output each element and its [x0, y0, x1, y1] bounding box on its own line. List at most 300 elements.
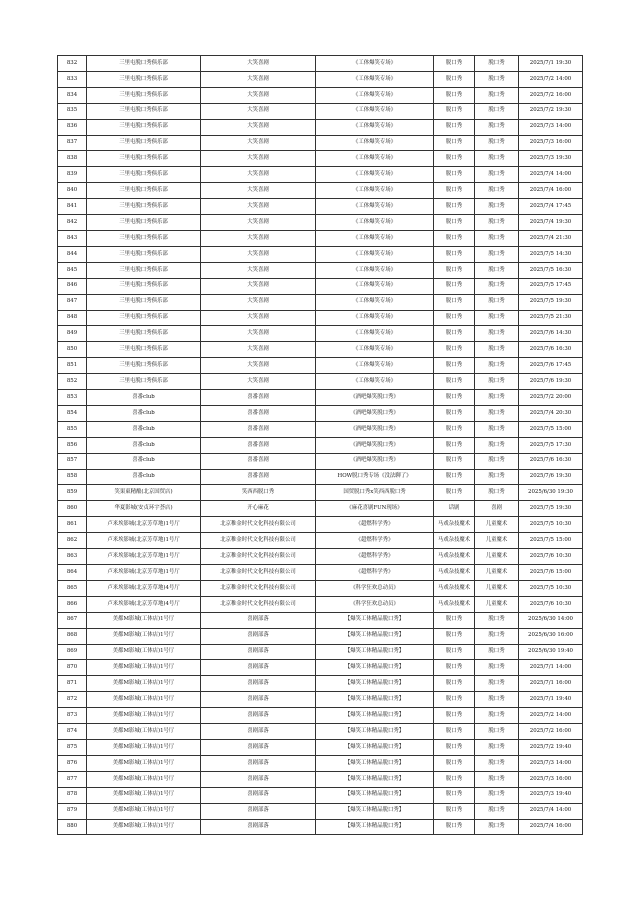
- row-number-cell: 868: [58, 628, 87, 644]
- show-category-cell: 脱口秀: [475, 71, 519, 87]
- show-time-cell: 2025/7/4 21:30: [519, 230, 583, 246]
- show-title-cell: 《工体爆笑专场》: [316, 310, 434, 326]
- show-type-cell: 脱口秀: [434, 262, 475, 278]
- table-row: [58, 628, 583, 644]
- show-type-cell: 马戏杂技魔术: [434, 580, 475, 596]
- show-time-cell: 2025/7/2 16:00: [519, 724, 583, 740]
- organizer-cell: 喜番喜剧: [201, 437, 316, 453]
- organizer-cell: 喜番喜剧: [201, 453, 316, 469]
- show-title-cell: 【爆笑工体精品脱口秀】: [316, 692, 434, 708]
- show-category-cell: 脱口秀: [475, 310, 519, 326]
- show-time-cell: 2025/7/1 19:40: [519, 692, 583, 708]
- table-row: [58, 310, 583, 326]
- table-row: [58, 612, 583, 628]
- show-time-cell: 2025/7/3 19:40: [519, 787, 583, 803]
- table-row: [58, 151, 583, 167]
- organizer-cell: 大笑喜剧: [201, 262, 316, 278]
- row-number-cell: 871: [58, 676, 87, 692]
- show-type-cell: 脱口秀: [434, 405, 475, 421]
- show-title-cell: 《工体爆笑专场》: [316, 87, 434, 103]
- venue-cell: 笑果東精酿(北京国贸店): [87, 485, 201, 501]
- table-body: [58, 56, 583, 835]
- row-number-cell: 865: [58, 580, 87, 596]
- show-time-cell: 2025/7/6 17:45: [519, 358, 583, 374]
- show-type-cell: 脱口秀: [434, 119, 475, 135]
- row-number-cell: 855: [58, 421, 87, 437]
- show-type-cell: 脱口秀: [434, 628, 475, 644]
- venue-cell: 三里屯脱口秀俱乐部: [87, 87, 201, 103]
- show-time-cell: 2025/7/5 19:30: [519, 501, 583, 517]
- show-time-cell: 2025/7/6 14:30: [519, 326, 583, 342]
- table-row: [58, 708, 583, 724]
- show-title-cell: 《工体爆笑专场》: [316, 119, 434, 135]
- show-title-cell: 《工体爆笑专场》: [316, 103, 434, 119]
- show-title-cell: 《科学狂欢总动员》: [316, 596, 434, 612]
- show-type-cell: 脱口秀: [434, 199, 475, 215]
- show-category-cell: 脱口秀: [475, 803, 519, 819]
- venue-cell: 三里屯脱口秀俱乐部: [87, 183, 201, 199]
- show-category-cell: 喜剧: [475, 501, 519, 517]
- row-number-cell: 834: [58, 87, 87, 103]
- show-time-cell: 2025/7/4 16:00: [519, 183, 583, 199]
- row-number-cell: 873: [58, 708, 87, 724]
- show-time-cell: 2025/7/2 19:30: [519, 103, 583, 119]
- row-number-cell: 869: [58, 644, 87, 660]
- venue-cell: 美都M影城(工体店)1号厅: [87, 819, 201, 835]
- show-title-cell: 【爆笑工体精品脱口秀】: [316, 819, 434, 835]
- table-row: [58, 549, 583, 565]
- show-title-cell: 《工体爆笑专场》: [316, 135, 434, 151]
- row-number-cell: 856: [58, 437, 87, 453]
- show-time-cell: 2025/7/4 14:00: [519, 167, 583, 183]
- show-time-cell: 2025/7/6 19:30: [519, 374, 583, 390]
- show-category-cell: 脱口秀: [475, 374, 519, 390]
- venue-cell: 美都M影城(工体店)1号厅: [87, 803, 201, 819]
- table-row: [58, 278, 583, 294]
- show-time-cell: 2025/7/1 14:00: [519, 660, 583, 676]
- show-type-cell: 脱口秀: [434, 342, 475, 358]
- show-category-cell: 脱口秀: [475, 453, 519, 469]
- show-title-cell: 《酒吧爆笑脱口秀》: [316, 390, 434, 406]
- show-title-cell: 《工体爆笑专场》: [316, 183, 434, 199]
- show-category-cell: 脱口秀: [475, 421, 519, 437]
- show-category-cell: 脱口秀: [475, 151, 519, 167]
- show-title-cell: 【爆笑工体精品脱口秀】: [316, 676, 434, 692]
- organizer-cell: 喜剧部落: [201, 819, 316, 835]
- show-category-cell: 脱口秀: [475, 437, 519, 453]
- show-category-cell: 脱口秀: [475, 724, 519, 740]
- organizer-cell: 喜剧部落: [201, 771, 316, 787]
- show-category-cell: 脱口秀: [475, 390, 519, 406]
- table-row: [58, 135, 583, 151]
- show-category-cell: 脱口秀: [475, 56, 519, 72]
- table-row: [58, 405, 583, 421]
- table-row: [58, 71, 583, 87]
- show-time-cell: 2025/7/6 10:30: [519, 596, 583, 612]
- organizer-cell: 大笑喜剧: [201, 135, 316, 151]
- show-title-cell: 【爆笑工体精品脱口秀】: [316, 739, 434, 755]
- table-row: [58, 787, 583, 803]
- venue-cell: 三里屯脱口秀俱乐部: [87, 262, 201, 278]
- show-title-cell: 《酒吧爆笑脱口秀》: [316, 421, 434, 437]
- show-type-cell: 脱口秀: [434, 469, 475, 485]
- table-row: [58, 676, 583, 692]
- show-category-cell: 脱口秀: [475, 246, 519, 262]
- show-title-cell: 【爆笑工体精品脱口秀】: [316, 660, 434, 676]
- table-row: [58, 580, 583, 596]
- table-row: [58, 819, 583, 835]
- row-number-cell: 838: [58, 151, 87, 167]
- venue-cell: 三里屯脱口秀俱乐部: [87, 119, 201, 135]
- row-number-cell: 843: [58, 230, 87, 246]
- show-time-cell: 2025/7/5 17:30: [519, 437, 583, 453]
- show-category-cell: 儿童魔术: [475, 549, 519, 565]
- organizer-cell: 喜剧部落: [201, 739, 316, 755]
- organizer-cell: 喜剧部落: [201, 755, 316, 771]
- show-type-cell: 脱口秀: [434, 771, 475, 787]
- show-time-cell: 2025/7/2 19:40: [519, 739, 583, 755]
- show-time-cell: 2025/7/2 20:00: [519, 390, 583, 406]
- show-title-cell: 《工体爆笑专场》: [316, 246, 434, 262]
- show-category-cell: 脱口秀: [475, 167, 519, 183]
- row-number-cell: 867: [58, 612, 87, 628]
- show-type-cell: 脱口秀: [434, 230, 475, 246]
- table-row: [58, 596, 583, 612]
- organizer-cell: 大笑喜剧: [201, 374, 316, 390]
- show-type-cell: 脱口秀: [434, 803, 475, 819]
- organizer-cell: 北京稚金时代文化科技有限公司: [201, 533, 316, 549]
- table-row: [58, 342, 583, 358]
- show-category-cell: 脱口秀: [475, 230, 519, 246]
- show-time-cell: 2025/7/4 14:00: [519, 803, 583, 819]
- organizer-cell: 喜剧部落: [201, 692, 316, 708]
- row-number-cell: 837: [58, 135, 87, 151]
- venue-cell: 三里屯脱口秀俱乐部: [87, 310, 201, 326]
- show-category-cell: 脱口秀: [475, 787, 519, 803]
- show-category-cell: 脱口秀: [475, 676, 519, 692]
- row-number-cell: 852: [58, 374, 87, 390]
- show-title-cell: 【爆笑工体精品脱口秀】: [316, 787, 434, 803]
- show-type-cell: 马戏杂技魔术: [434, 533, 475, 549]
- show-type-cell: 脱口秀: [434, 71, 475, 87]
- table-row: [58, 262, 583, 278]
- show-category-cell: 脱口秀: [475, 87, 519, 103]
- show-time-cell: 2025/7/5 10:30: [519, 580, 583, 596]
- venue-cell: 三里屯脱口秀俱乐部: [87, 135, 201, 151]
- show-type-cell: 脱口秀: [434, 151, 475, 167]
- row-number-cell: 879: [58, 803, 87, 819]
- organizer-cell: 北京稚金时代文化科技有限公司: [201, 517, 316, 533]
- table-row: [58, 390, 583, 406]
- row-number-cell: 841: [58, 199, 87, 215]
- organizer-cell: 大笑喜剧: [201, 215, 316, 231]
- show-type-cell: 脱口秀: [434, 390, 475, 406]
- row-number-cell: 866: [58, 596, 87, 612]
- organizer-cell: 大笑喜剧: [201, 310, 316, 326]
- row-number-cell: 877: [58, 771, 87, 787]
- venue-cell: 三里屯脱口秀俱乐部: [87, 167, 201, 183]
- table-row: [58, 485, 583, 501]
- show-time-cell: 2025/7/5 19:30: [519, 294, 583, 310]
- show-category-cell: 脱口秀: [475, 644, 519, 660]
- show-type-cell: 脱口秀: [434, 56, 475, 72]
- show-type-cell: 脱口秀: [434, 294, 475, 310]
- organizer-cell: 大笑喜剧: [201, 71, 316, 87]
- show-title-cell: 《工体爆笑专场》: [316, 56, 434, 72]
- show-title-cell: 《工体爆笑专场》: [316, 230, 434, 246]
- show-type-cell: 脱口秀: [434, 819, 475, 835]
- venue-cell: 美都M影城(工体店)1号厅: [87, 628, 201, 644]
- row-number-cell: 854: [58, 405, 87, 421]
- table-row: [58, 533, 583, 549]
- venue-cell: 卢米埃影城(北京芳草地)1号厅: [87, 565, 201, 581]
- venue-cell: 三里屯脱口秀俱乐部: [87, 294, 201, 310]
- row-number-cell: 862: [58, 533, 87, 549]
- show-title-cell: 《工体爆笑专场》: [316, 167, 434, 183]
- row-number-cell: 853: [58, 390, 87, 406]
- organizer-cell: 大笑喜剧: [201, 246, 316, 262]
- show-time-cell: 2025/7/5 10:30: [519, 517, 583, 533]
- venue-cell: 三里屯脱口秀俱乐部: [87, 71, 201, 87]
- venue-cell: 喜番club: [87, 421, 201, 437]
- organizer-cell: 北京稚金时代文化科技有限公司: [201, 580, 316, 596]
- row-number-cell: 835: [58, 103, 87, 119]
- show-category-cell: 脱口秀: [475, 708, 519, 724]
- show-type-cell: 脱口秀: [434, 612, 475, 628]
- venue-cell: 卢米埃影城(北京芳草地)4号厅: [87, 596, 201, 612]
- show-category-cell: 脱口秀: [475, 692, 519, 708]
- row-number-cell: 850: [58, 342, 87, 358]
- show-time-cell: 2025/7/2 16:00: [519, 87, 583, 103]
- organizer-cell: 喜剧部落: [201, 708, 316, 724]
- table-row: [58, 230, 583, 246]
- table-row: [58, 167, 583, 183]
- show-title-cell: 【爆笑工体精品脱口秀】: [316, 628, 434, 644]
- row-number-cell: 833: [58, 71, 87, 87]
- table-row: [58, 103, 583, 119]
- show-type-cell: 脱口秀: [434, 787, 475, 803]
- venue-cell: 美都M影城(工体店)1号厅: [87, 771, 201, 787]
- table-row: [58, 771, 583, 787]
- venue-cell: 三里屯脱口秀俱乐部: [87, 246, 201, 262]
- venue-cell: 喜番club: [87, 390, 201, 406]
- row-number-cell: 858: [58, 469, 87, 485]
- venue-cell: 三里屯脱口秀俱乐部: [87, 56, 201, 72]
- show-time-cell: 2025/7/3 16:00: [519, 771, 583, 787]
- show-title-cell: 【爆笑工体精品脱口秀】: [316, 708, 434, 724]
- organizer-cell: 喜剧部落: [201, 660, 316, 676]
- show-type-cell: 脱口秀: [434, 278, 475, 294]
- row-number-cell: 857: [58, 453, 87, 469]
- organizer-cell: 大笑喜剧: [201, 183, 316, 199]
- show-type-cell: 脱口秀: [434, 676, 475, 692]
- show-title-cell: 《酒吧爆笑脱口秀》: [316, 453, 434, 469]
- row-number-cell: 876: [58, 755, 87, 771]
- organizer-cell: 大笑喜剧: [201, 151, 316, 167]
- show-type-cell: 脱口秀: [434, 644, 475, 660]
- row-number-cell: 872: [58, 692, 87, 708]
- show-title-cell: 《超燃科学秀》: [316, 565, 434, 581]
- show-type-cell: 脱口秀: [434, 183, 475, 199]
- table-row: [58, 358, 583, 374]
- venue-cell: 三里屯脱口秀俱乐部: [87, 199, 201, 215]
- table-row: [58, 421, 583, 437]
- row-number-cell: 861: [58, 517, 87, 533]
- organizer-cell: 喜剧部落: [201, 628, 316, 644]
- show-time-cell: 2025/7/6 16:30: [519, 342, 583, 358]
- show-time-cell: 2025/7/5 14:30: [519, 246, 583, 262]
- show-time-cell: 2025/7/4 16:00: [519, 819, 583, 835]
- organizer-cell: 大笑喜剧: [201, 167, 316, 183]
- show-title-cell: 【爆笑工体精品脱口秀】: [316, 612, 434, 628]
- venue-cell: 美都M影城(工体店)1号厅: [87, 676, 201, 692]
- table-row: [58, 183, 583, 199]
- show-title-cell: 《工体爆笑专场》: [316, 215, 434, 231]
- venue-cell: 三里屯脱口秀俱乐部: [87, 278, 201, 294]
- show-category-cell: 脱口秀: [475, 294, 519, 310]
- show-type-cell: 脱口秀: [434, 421, 475, 437]
- show-category-cell: 脱口秀: [475, 119, 519, 135]
- show-category-cell: 脱口秀: [475, 183, 519, 199]
- venue-cell: 三里屯脱口秀俱乐部: [87, 215, 201, 231]
- show-type-cell: 脱口秀: [434, 326, 475, 342]
- organizer-cell: 喜番喜剧: [201, 421, 316, 437]
- organizer-cell: 大笑喜剧: [201, 230, 316, 246]
- show-title-cell: 【爆笑工体精品脱口秀】: [316, 724, 434, 740]
- show-category-cell: 脱口秀: [475, 199, 519, 215]
- show-title-cell: 《酒吧爆笑脱口秀》: [316, 437, 434, 453]
- row-number-cell: 836: [58, 119, 87, 135]
- show-title-cell: 【爆笑工体精品脱口秀】: [316, 644, 434, 660]
- organizer-cell: 喜剧部落: [201, 676, 316, 692]
- show-time-cell: 2025/7/6 19:30: [519, 469, 583, 485]
- show-category-cell: 儿童魔术: [475, 580, 519, 596]
- organizer-cell: 大笑喜剧: [201, 103, 316, 119]
- show-category-cell: 脱口秀: [475, 326, 519, 342]
- show-category-cell: 脱口秀: [475, 103, 519, 119]
- schedule-table: [57, 55, 583, 835]
- row-number-cell: 880: [58, 819, 87, 835]
- row-number-cell: 846: [58, 278, 87, 294]
- show-type-cell: 脱口秀: [434, 453, 475, 469]
- table-row: [58, 644, 583, 660]
- table-row: [58, 56, 583, 72]
- row-number-cell: 863: [58, 549, 87, 565]
- show-type-cell: 脱口秀: [434, 708, 475, 724]
- show-title-cell: 《麻花喜剧FUN现场》: [316, 501, 434, 517]
- venue-cell: 三里屯脱口秀俱乐部: [87, 103, 201, 119]
- organizer-cell: 大笑喜剧: [201, 326, 316, 342]
- show-title-cell: 《科学狂欢总动员》: [316, 580, 434, 596]
- show-type-cell: 脱口秀: [434, 87, 475, 103]
- show-title-cell: 【爆笑工体精品脱口秀】: [316, 771, 434, 787]
- row-number-cell: 849: [58, 326, 87, 342]
- show-type-cell: 脱口秀: [434, 374, 475, 390]
- venue-cell: 三里屯脱口秀俱乐部: [87, 151, 201, 167]
- show-title-cell: 国贸脱口秀x笑西西脱口秀: [316, 485, 434, 501]
- show-time-cell: 2025/7/1 16:00: [519, 676, 583, 692]
- show-time-cell: 2025/7/4 17:45: [519, 199, 583, 215]
- row-number-cell: 840: [58, 183, 87, 199]
- venue-cell: 卢米埃影城(北京芳草地)1号厅: [87, 549, 201, 565]
- venue-cell: 美都M影城(工体店)1号厅: [87, 612, 201, 628]
- show-title-cell: 《工体爆笑专场》: [316, 278, 434, 294]
- organizer-cell: 北京稚金时代文化科技有限公司: [201, 596, 316, 612]
- show-title-cell: 《工体爆笑专场》: [316, 262, 434, 278]
- row-number-cell: 848: [58, 310, 87, 326]
- table-row: [58, 199, 583, 215]
- show-type-cell: 马戏杂技魔术: [434, 517, 475, 533]
- show-time-cell: 2025/7/3 14:00: [519, 119, 583, 135]
- show-title-cell: 《工体爆笑专场》: [316, 342, 434, 358]
- show-time-cell: 2025/7/5 15:00: [519, 421, 583, 437]
- row-number-cell: 851: [58, 358, 87, 374]
- show-category-cell: 脱口秀: [475, 469, 519, 485]
- venue-cell: 三里屯脱口秀俱乐部: [87, 342, 201, 358]
- show-time-cell: 2025/7/2 14:00: [519, 71, 583, 87]
- show-type-cell: 马戏杂技魔术: [434, 596, 475, 612]
- table-row: [58, 437, 583, 453]
- organizer-cell: 喜剧部落: [201, 724, 316, 740]
- show-title-cell: 【爆笑工体精品脱口秀】: [316, 803, 434, 819]
- show-type-cell: 脱口秀: [434, 103, 475, 119]
- venue-cell: 三里屯脱口秀俱乐部: [87, 374, 201, 390]
- show-title-cell: 《工体爆笑专场》: [316, 326, 434, 342]
- show-time-cell: 2025/7/6 15:00: [519, 565, 583, 581]
- show-category-cell: 脱口秀: [475, 135, 519, 151]
- table-row: [58, 660, 583, 676]
- organizer-cell: 喜剧部落: [201, 803, 316, 819]
- row-number-cell: 845: [58, 262, 87, 278]
- venue-cell: 美都M影城(工体店)1号厅: [87, 739, 201, 755]
- row-number-cell: 860: [58, 501, 87, 517]
- show-category-cell: 脱口秀: [475, 278, 519, 294]
- table-row: [58, 246, 583, 262]
- show-type-cell: 脱口秀: [434, 310, 475, 326]
- table-row: [58, 692, 583, 708]
- show-time-cell: 2025/6/30 14:00: [519, 612, 583, 628]
- table-row: [58, 565, 583, 581]
- table-row: [58, 803, 583, 819]
- show-title-cell: 《工体爆笑专场》: [316, 151, 434, 167]
- show-type-cell: 脱口秀: [434, 692, 475, 708]
- organizer-cell: 大笑喜剧: [201, 342, 316, 358]
- show-time-cell: 2025/6/30 19:30: [519, 485, 583, 501]
- venue-cell: 美都M影城(工体店)1号厅: [87, 660, 201, 676]
- show-category-cell: 脱口秀: [475, 358, 519, 374]
- organizer-cell: 大笑喜剧: [201, 56, 316, 72]
- show-time-cell: 2025/7/3 14:00: [519, 755, 583, 771]
- show-title-cell: 《工体爆笑专场》: [316, 199, 434, 215]
- show-category-cell: 脱口秀: [475, 628, 519, 644]
- table-row: [58, 87, 583, 103]
- show-time-cell: 2025/6/30 19:40: [519, 644, 583, 660]
- venue-cell: 华夏影城(安贞环宇荟店): [87, 501, 201, 517]
- row-number-cell: 844: [58, 246, 87, 262]
- show-time-cell: 2025/7/3 19:30: [519, 151, 583, 167]
- venue-cell: 美都M影城(工体店)1号厅: [87, 787, 201, 803]
- venue-cell: 卢米埃影城(北京芳草地)4号厅: [87, 580, 201, 596]
- row-number-cell: 874: [58, 724, 87, 740]
- organizer-cell: 大笑喜剧: [201, 199, 316, 215]
- table-row: [58, 119, 583, 135]
- show-category-cell: 儿童魔术: [475, 596, 519, 612]
- show-type-cell: 脱口秀: [434, 755, 475, 771]
- organizer-cell: 喜剧部落: [201, 612, 316, 628]
- show-type-cell: 脱口秀: [434, 437, 475, 453]
- show-category-cell: 脱口秀: [475, 819, 519, 835]
- table-row: [58, 724, 583, 740]
